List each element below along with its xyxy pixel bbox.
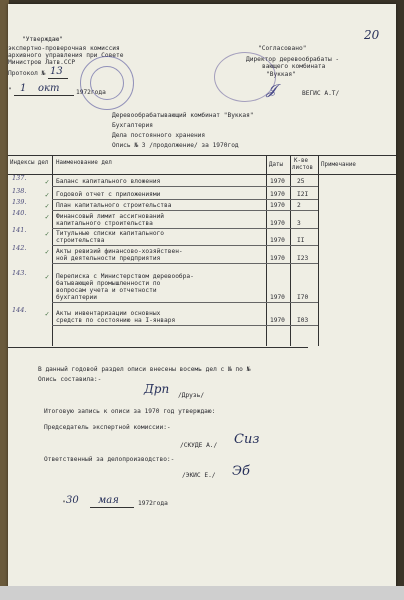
responsible-name: /ЭКИС Е./	[182, 472, 216, 479]
row-name-line: Баланс капитального вложения	[56, 178, 161, 185]
row-name-line: бухгалтерии	[56, 294, 97, 301]
row-year: 1970	[270, 317, 285, 324]
org-name: Деревообрабатывающий комбинат "Вуккая"	[112, 112, 254, 119]
row-name-line: Финансовый лимит ассигнований	[56, 213, 165, 220]
check-mark-icon: ✓	[45, 273, 50, 281]
row-sheets: 3	[297, 220, 301, 227]
check-mark-icon: ✓	[45, 248, 50, 256]
col-header-sheets-1: К-ве	[294, 158, 308, 164]
row-sheets: 25	[297, 178, 305, 185]
table-top-rule	[8, 155, 396, 156]
summary-line1: В данный годовой раздел описи внесены восемь дел с № по №	[38, 366, 251, 373]
approved-line2: архивного управления при Совете	[8, 52, 124, 59]
row-rule	[52, 302, 318, 303]
footer-date-quote: "	[62, 500, 66, 507]
col-header-note: Примечание	[321, 162, 356, 168]
row-index: 142.	[12, 244, 27, 252]
approved-date-month: окт	[38, 83, 60, 94]
row-sheets: 2	[297, 202, 301, 209]
check-mark-icon: ✓	[45, 191, 50, 199]
approved-date-quote: "	[8, 87, 12, 94]
row-year: 1970	[270, 220, 285, 227]
agreed-line1: Директор деревообрабаты -	[246, 56, 340, 63]
row-sheets: I2I	[297, 191, 309, 198]
check-mark-icon: ✓	[45, 202, 50, 210]
row-name-line: капитального строительства	[56, 220, 153, 227]
table-col-divider-1	[52, 156, 53, 346]
approved-date-day: 1	[20, 83, 27, 94]
summary-line2: Опись составила:-	[38, 376, 102, 383]
row-name-line: батывающей промышленности по	[56, 280, 161, 287]
row-index: 138.	[12, 187, 27, 195]
approved-line1: экспертно-проверочная комиссия	[8, 45, 120, 52]
col-header-index: Индексы дел	[10, 160, 49, 166]
agreed-line3: "Вуккая"	[266, 71, 296, 78]
row-index: 141.	[12, 226, 27, 234]
compiler-name: /Друзь/	[178, 392, 205, 399]
inventory-title: Опись № 3 /продолжение/ за 1970год	[112, 142, 239, 149]
final-record: Итоговую запись к описи за 1970 год утверждаю:	[44, 408, 216, 415]
row-rule	[52, 210, 318, 211]
director-signature: 𝓙	[266, 82, 276, 98]
row-name-line: Годовой отчет с приложениями	[56, 191, 161, 198]
footer-date-underline	[90, 507, 134, 508]
compiler-signature: Дрп	[144, 382, 170, 396]
protocol-underline	[48, 78, 68, 79]
row-index: 137.	[12, 174, 27, 182]
row-index: 140.	[12, 209, 27, 217]
table-col-divider-2	[266, 156, 267, 346]
official-round-stamp-inner	[90, 66, 124, 100]
row-index: 143.	[12, 269, 27, 277]
row-name-line: строительства	[56, 237, 105, 244]
footer-date-year: 1972года	[138, 500, 168, 507]
row-index: 139.	[12, 198, 27, 206]
footer-date-month: мая	[98, 495, 119, 506]
row-rule	[52, 199, 318, 200]
table-col-divider-4	[318, 156, 319, 346]
approved-date-underline	[14, 95, 74, 96]
row-year: 1970	[270, 237, 285, 244]
row-year: 1970	[270, 191, 285, 198]
document-page	[8, 4, 396, 592]
row-name-line: Титульные списки капитального	[56, 230, 165, 237]
row-name-line: Акты ревизий финансово-хозяйствен-	[56, 248, 183, 255]
row-rule	[52, 245, 318, 246]
row-year: 1970	[270, 255, 285, 262]
agreed-line2: вающего комбината	[262, 63, 326, 70]
row-index: 144.	[12, 306, 27, 314]
protocol-number: 13	[50, 66, 63, 77]
footer-date-day: 30	[66, 495, 79, 506]
page-number-handwritten: 20	[364, 28, 380, 42]
check-mark-icon: ✓	[45, 310, 50, 318]
row-sheets: I23	[297, 255, 309, 262]
responsible-label: Ответственный за делопроизводство:-	[44, 456, 175, 463]
col-header-sheets-2: листов	[292, 165, 313, 171]
table-col-divider-3	[290, 156, 291, 346]
agreed-heading: "Согласовано"	[258, 45, 307, 52]
row-name-line: вопросам учета и отчетности	[56, 287, 157, 294]
director-name: ВЕГИС А.Т/	[302, 90, 340, 97]
check-mark-icon: ✓	[45, 230, 50, 238]
check-mark-icon: ✓	[45, 178, 50, 186]
chairman-signature: Сиз	[234, 432, 260, 447]
approved-line3: Министров Латв.ССР	[8, 59, 76, 66]
approved-heading: "Утверждаю"	[22, 36, 63, 43]
row-sheets: I03	[297, 317, 309, 324]
col-header-dates: Даты	[269, 162, 283, 168]
table-header-rule	[8, 174, 396, 175]
row-rule	[52, 325, 318, 326]
row-name-line: Акты инвентаризации основных	[56, 310, 161, 317]
protocol-label: Протокол №	[8, 70, 46, 77]
approved-date-year: 1972года	[76, 89, 106, 96]
chairman-label: Председатель экспертной комиссии:-	[44, 424, 171, 431]
row-year: 1970	[270, 202, 285, 209]
row-name-line: средств по состоянию на I-января	[56, 317, 176, 324]
bottom-edge	[0, 586, 404, 600]
department: Бухгалтерия	[112, 122, 153, 129]
responsible-signature: Эб	[232, 464, 250, 479]
row-year: 1970	[270, 178, 285, 185]
files-type: Дела постоянного хранения	[112, 132, 206, 139]
check-mark-icon: ✓	[45, 213, 50, 221]
row-sheets: I70	[297, 294, 309, 301]
row-year: 1970	[270, 294, 285, 301]
chairman-name: /СКУДЕ А./	[180, 442, 218, 449]
row-rule	[52, 263, 318, 264]
table-bottom-rule	[8, 347, 308, 348]
row-name-line: План капитального строительства	[56, 202, 172, 209]
row-rule	[52, 228, 318, 229]
col-header-name: Наименование дел	[56, 160, 112, 166]
row-name-line: ной деятельности предприятия	[56, 255, 161, 262]
row-sheets: II	[297, 237, 305, 244]
row-rule	[52, 186, 318, 187]
row-name-line: Переписка с Министерством деревообра-	[56, 273, 194, 280]
